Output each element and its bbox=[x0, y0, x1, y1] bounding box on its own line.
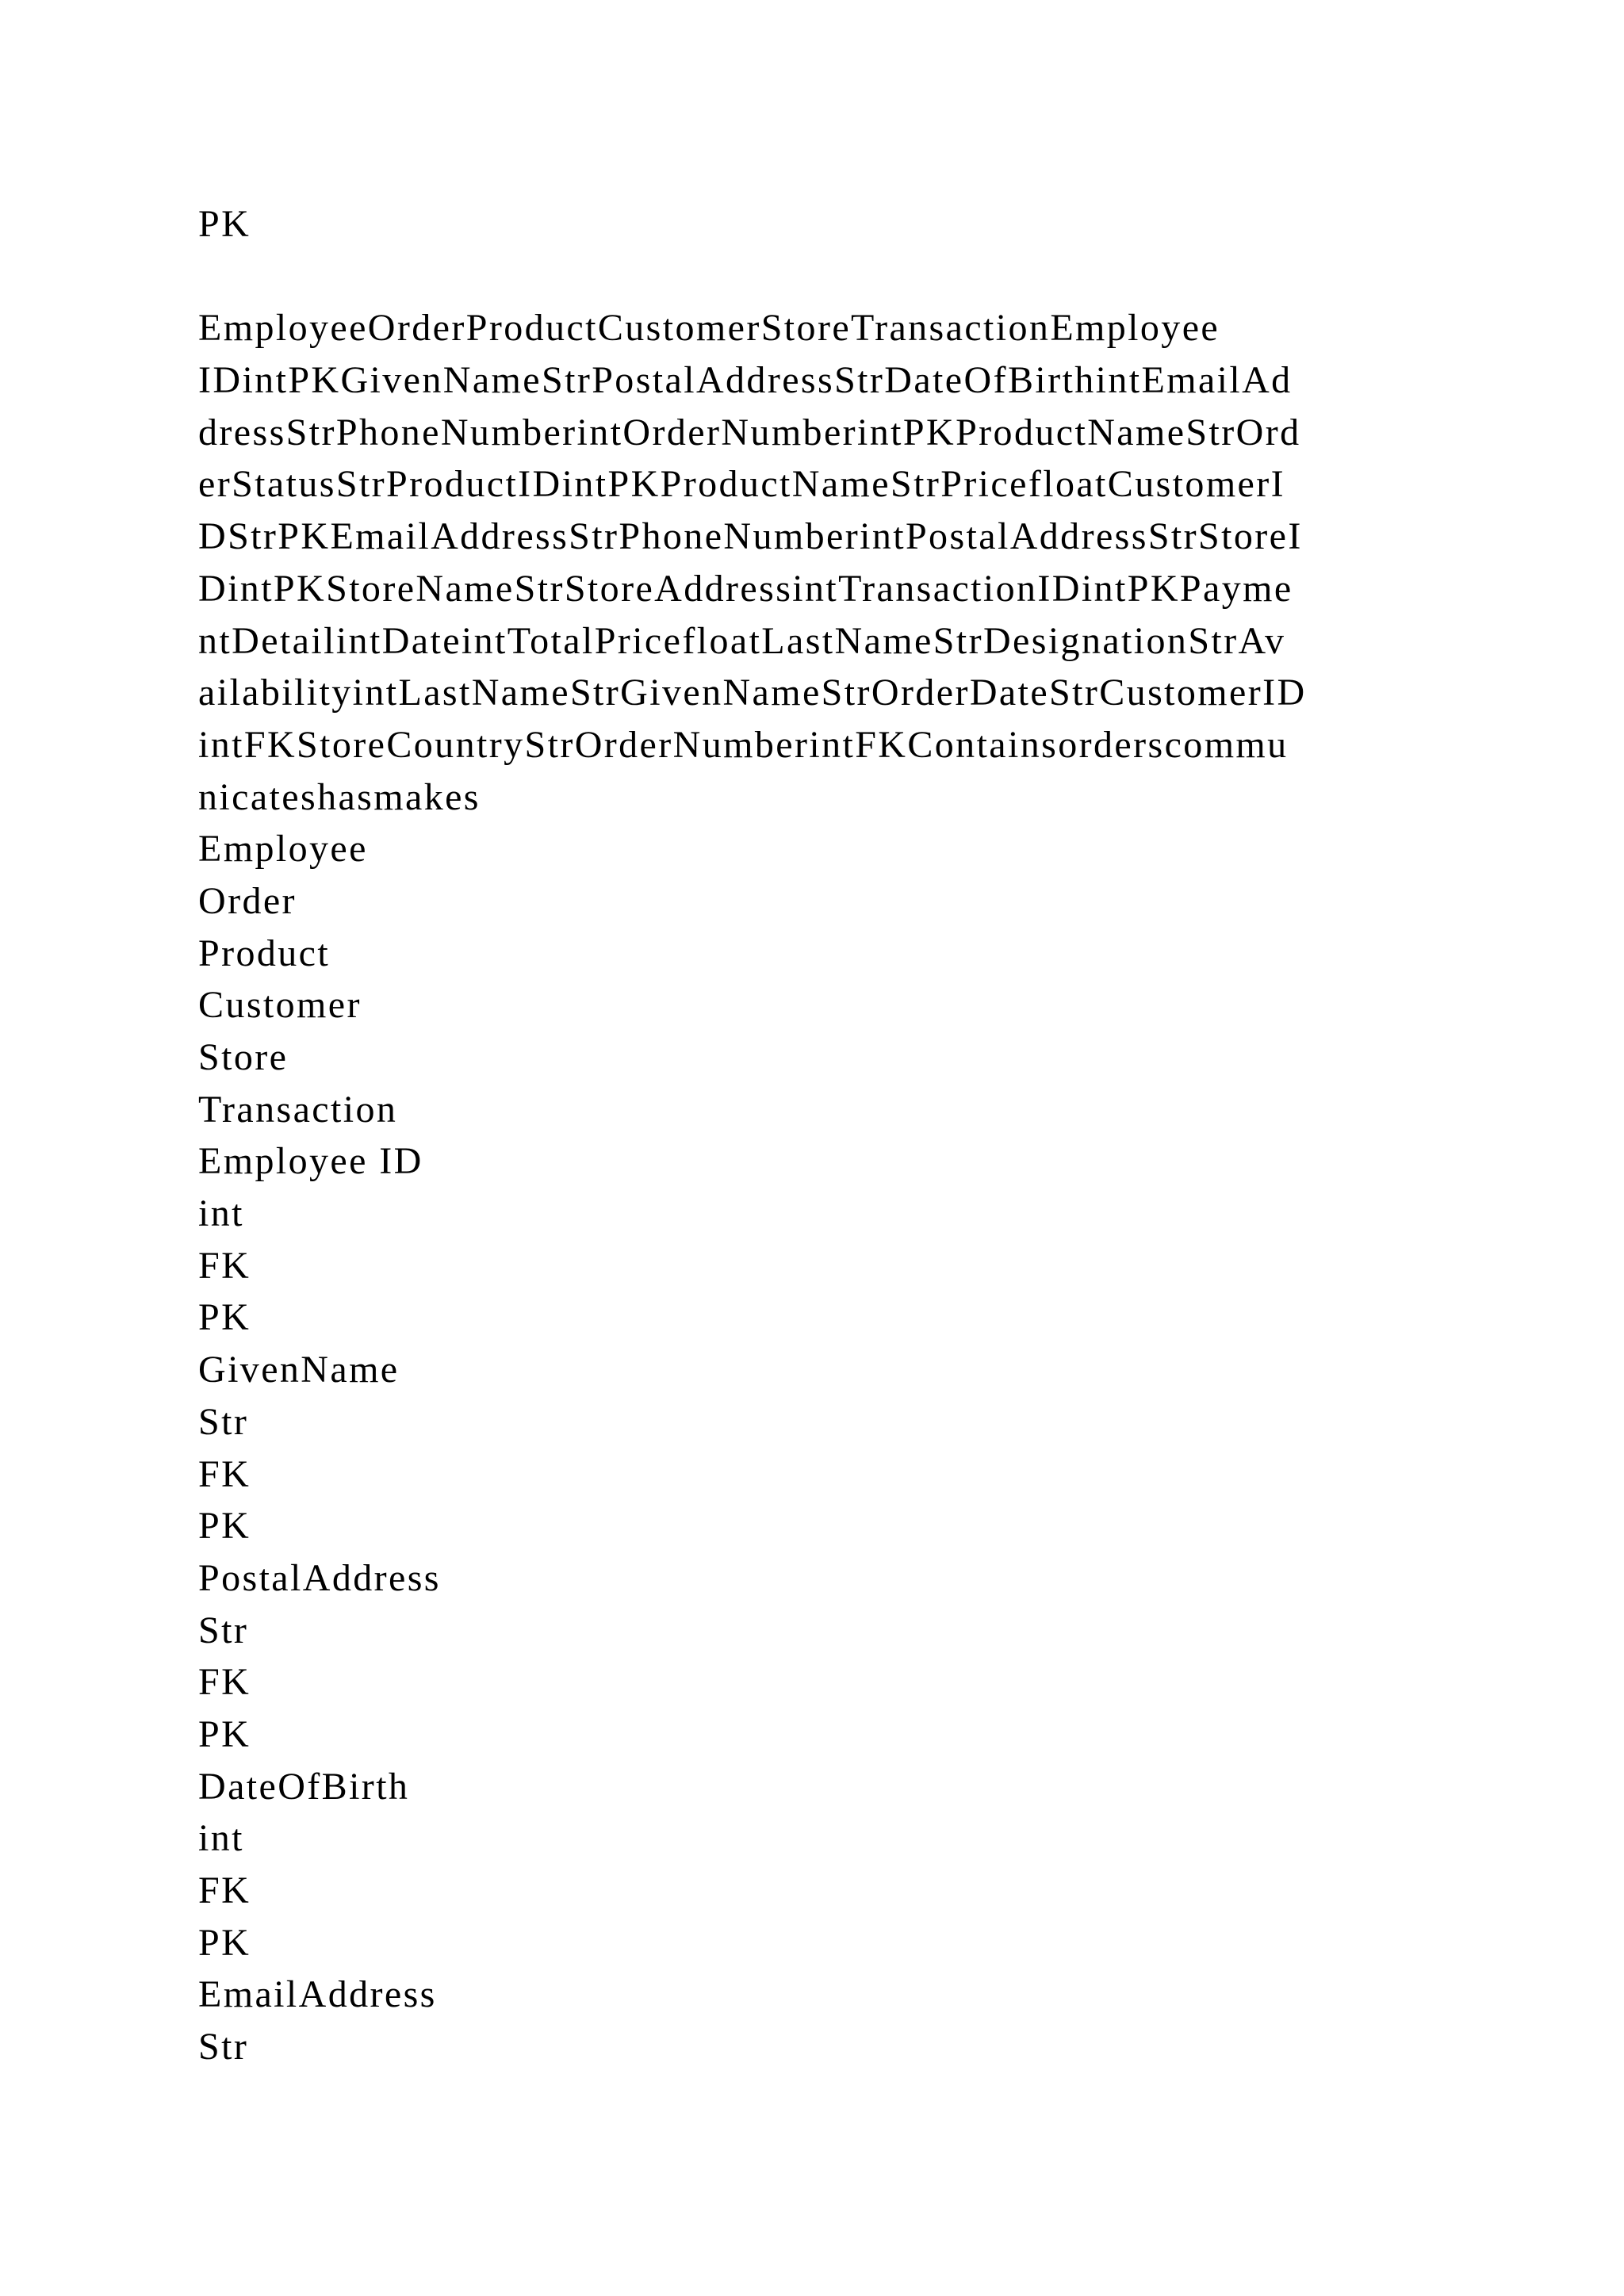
attribute-line: PK bbox=[198, 1921, 251, 1964]
attribute-line: PK bbox=[198, 1505, 251, 1548]
entity-line: Order bbox=[198, 879, 297, 922]
entity-line: Customer bbox=[198, 984, 362, 1027]
attribute-line: FK bbox=[198, 1661, 251, 1704]
attribute-line: FK bbox=[198, 1244, 251, 1287]
entity-line: Store bbox=[198, 1036, 289, 1078]
attribute-line: PostalAddress bbox=[198, 1556, 441, 1599]
attribute-line: FK bbox=[198, 1869, 251, 1911]
entity-line: Employee bbox=[198, 828, 368, 871]
attribute-line: EmailAddress bbox=[198, 1973, 437, 2016]
attribute-line: FK bbox=[198, 1452, 251, 1495]
paragraph-line: ailabilityintLastNameStrGivenNameStrOrderDateStrCustomerID bbox=[198, 672, 1307, 714]
paragraph-line: dressStrPhoneNumberintOrderNumberintPKProductNameStrOrd bbox=[198, 411, 1301, 453]
attribute-list bbox=[198, 1135, 1435, 2072]
blank-line bbox=[198, 251, 1435, 303]
attribute-line: GivenName bbox=[198, 1349, 400, 1391]
entity-line: Product bbox=[198, 932, 331, 974]
paragraph-line: ntDetailintDateintTotalPricefloatLastNameStrDesignationStrAv bbox=[198, 619, 1286, 662]
attribute-line: PK bbox=[198, 1296, 251, 1339]
attribute-line: Str bbox=[198, 1400, 249, 1443]
paragraph-line: EmployeeOrderProductCustomerStoreTransactionEmployee bbox=[198, 307, 1220, 350]
paragraph-line: DintPKStoreNameStrStoreAddressintTransactionIDintPKPayme bbox=[198, 567, 1293, 610]
attribute-line: DateOfBirth bbox=[198, 1765, 410, 1808]
paragraph-line: erStatusStrProductIDintPKProductNameStrPricefloatCustomerI bbox=[198, 463, 1286, 506]
attribute-line: int bbox=[198, 1817, 244, 1860]
heading-pk: PK bbox=[198, 203, 251, 245]
document-body bbox=[198, 198, 1435, 2073]
attribute-line: Employee ID bbox=[198, 1140, 423, 1183]
entity-line: Transaction bbox=[198, 1088, 398, 1131]
attribute-line: Str bbox=[198, 1609, 249, 1651]
paragraph-line: intFKStoreCountryStrOrderNumberintFKContainsorderscommu bbox=[198, 723, 1289, 766]
attribute-line: int bbox=[198, 1192, 244, 1235]
paragraph-line: DStrPKEmailAddressStrPhoneNumberintPostalAddressStrStoreI bbox=[198, 515, 1303, 558]
attribute-line: PK bbox=[198, 1712, 251, 1755]
attribute-line: Str bbox=[198, 2026, 249, 2068]
entity-list bbox=[198, 823, 1435, 1135]
run-on-paragraph bbox=[198, 302, 1435, 823]
paragraph-line: IDintPKGivenNameStrPostalAddressStrDateOfBirthintEmailAd bbox=[198, 359, 1293, 402]
paragraph-line: nicateshasmakes bbox=[198, 775, 481, 818]
